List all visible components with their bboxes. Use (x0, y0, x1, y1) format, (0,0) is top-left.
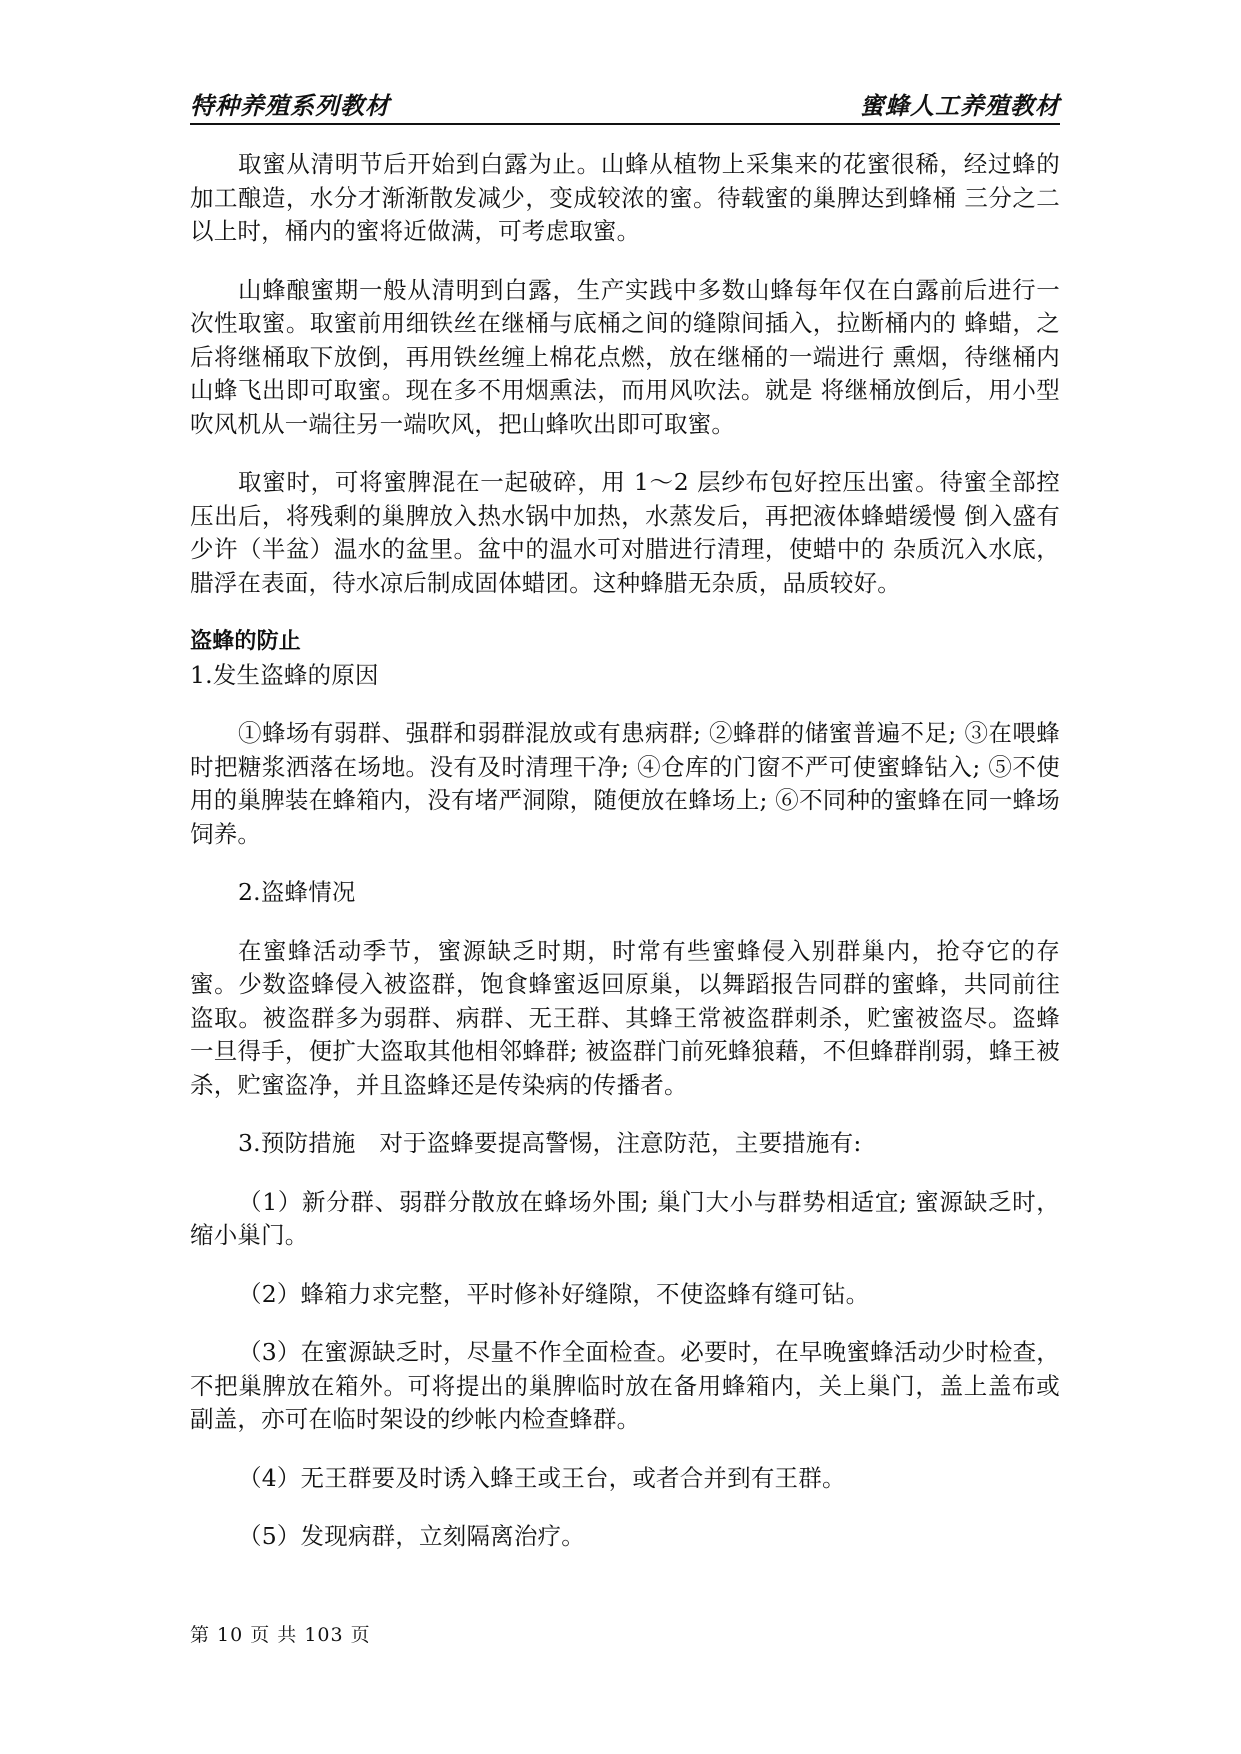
measure-item: （4）无王群要及时诱入蜂王或王台，或者合并到有王群。 (238, 1463, 846, 1492)
measure-item: （3）在蜜源缺乏时，尽量不作全面检查。必要时，在早晚蜜蜂活动少时检查，不把巢脾放在箱外。可将提出的巢脾临时放在备用蜂箱内，关上巢门，盖上盖布或副盖，亦可在临时架设的纱帐内检查蜂群。 (190, 1338, 1060, 1433)
page-header (190, 86, 1060, 122)
section-title: 盗蜂的防止 (190, 629, 302, 654)
page-number: 第 10 页 共 103 页 (190, 1624, 371, 1646)
subheading-prevention: 3.预防措施 对于盗蜂要提高警惕，注意防范，主要措施有: (238, 1129, 862, 1157)
book-title: 蜜蜂人工养殖教材 (860, 91, 1060, 120)
subheading-causes: 1.发生盗蜂的原因 (190, 660, 379, 689)
subheading-situation: 2.盗蜂情况 (238, 878, 356, 906)
measure-item: （2）蜂箱力求完整，平时修补好缝隙，不使盗蜂有缝可钻。 (238, 1279, 870, 1308)
measure-item: （1）新分群、弱群分散放在蜂场外围; 巢门大小与群势相适宜; 蜜源缺乏时，缩小巢门。 (190, 1187, 1060, 1249)
series-title: 特种养殖系列教材 (190, 91, 390, 120)
paragraph-situation: 在蜜蜂活动季节，蜜源缺乏时期，时常有些蜜蜂侵入别群巢内，抢夺它的存蜜。少数盗蜂侵入被盗群，饱食蜂蜜返回原巢，以舞蹈报告同群的蜜蜂，共同前往盗取。被盗群多为弱群、病群、无王群、其蜂王常被盗群刺杀，贮蜜被盗尽。盗蜂一旦得手，便扩大盗取其他相邻蜂群; 被盗群门前死蜂狼藉，不但蜂群削弱，蜂王被杀，贮蜜盗净，并且盗蜂还是传染病的传播者。 (190, 936, 1060, 1099)
measure-item: （5）发现病群，立刻隔离治疗。 (238, 1522, 585, 1550)
paragraph-harvest-timing: 取蜜从清明节后开始到白露为止。山蜂从植物上采集来的花蜜很稀，经过蜂的加工酿造，水分才渐渐散发减少，变成较浓的蜜。待载蜜的巢脾达到蜂桶 三分之二以上时，桶内的蜜将近做满，可考虑取蜜。 (190, 150, 1060, 245)
paragraph-wax-processing: 取蜜时，可将蜜脾混在一起破碎，用 1～2 层纱布包好控压出蜜。待蜜全部控压出后，将残剩的巢脾放入热水锅中加热，水蒸发后，再把液体蜂蜡缓慢 倒入盛有少许（半盆）温水的盆里。盆中的温水可对腊进行清理，使蜡中的 杂质沉入水底，腊浮在表面，待水凉后制成固体蜡团。这种蜂腊无杂质，品质较好。 (190, 468, 1060, 597)
header-divider (190, 123, 1060, 125)
page-body (190, 148, 1060, 1554)
paragraph-causes: ①蜂场有弱群、强群和弱群混放或有患病群; ②蜂群的储蜜普遍不足; ③在喂蜂时把糖浆洒落在场地。没有及时清理干净; ④仓库的门窗不严可使蜜蜂钻入; ⑤不使用的巢脾装在蜂箱内，没有堵严洞隙，随便放在蜂场上; ⑥不同种的蜜蜂在同一蜂场饲养。 (190, 719, 1060, 848)
paragraph-harvest-method: 山蜂酿蜜期一般从清明到白露，生产实践中多数山蜂每年仅在白露前后进行一次性取蜜。取蜜前用细铁丝在继桶与底桶之间的缝隙间插入，拉断桶内的 蜂蜡，之后将继桶取下放倒，再用铁丝缠上棉花点燃，放在继桶的一端进行 熏烟，待继桶内山蜂飞出即可取蜜。现在多不用烟熏法，而用风吹法。就是 将继桶放倒后，用小型吹风机从一端往另一端吹风，把山蜂吹出即可取蜜。 (190, 275, 1060, 438)
